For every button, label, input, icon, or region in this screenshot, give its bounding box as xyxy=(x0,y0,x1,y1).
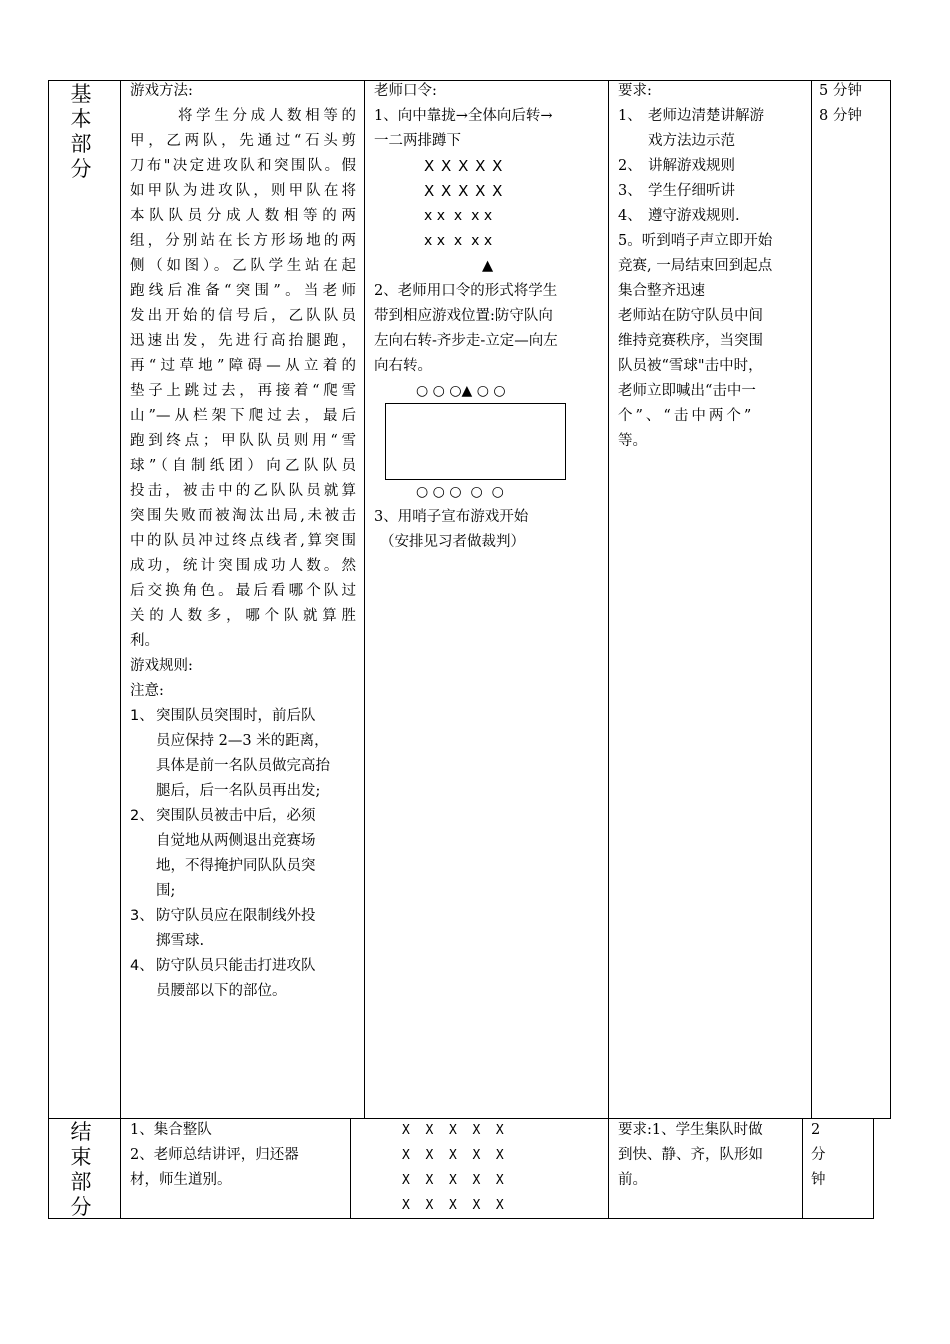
rule-line: 突围队员突围时，前后队 xyxy=(156,708,316,724)
method-line: 山”—从栏架下爬过去，最后 xyxy=(130,408,356,424)
field-rectangle xyxy=(385,403,566,480)
ending-formation-row: X X X X X xyxy=(402,1198,504,1213)
rule-line: 具体是前一名队员做完高抬 xyxy=(156,758,330,774)
method-line: 利。 xyxy=(130,633,159,649)
command-1-line: 一二两排蹲下 xyxy=(374,133,461,149)
field-top-row: ○ ○ ○▲ ○ ○ xyxy=(416,383,506,399)
ending-col-divider-2 xyxy=(350,1118,351,1219)
section-char: 部 xyxy=(70,1170,92,1194)
formation-row: x x x x x xyxy=(424,233,493,249)
method-line: 如甲队为进攻队，则甲队在将 xyxy=(130,183,356,199)
method-line: 成功，统计突围成功人数。然 xyxy=(130,558,356,574)
rule-line: 自觉地从两侧退出竞赛场 xyxy=(156,833,316,849)
requirement-number: 1、 xyxy=(618,108,642,124)
section-char: 部 xyxy=(70,132,92,156)
method-line: 跑线后准备“突围”。当老师 xyxy=(130,283,356,299)
ending-requirement-line: 要求:1、学生集队时做 xyxy=(618,1122,763,1138)
table-right-border xyxy=(890,80,891,1118)
ending-content-line: 1、集合整队 xyxy=(130,1122,212,1138)
command-2-line: 左向右转-齐步走-立定—向左 xyxy=(374,333,558,349)
ending-requirement-line: 到快、静、齐，队形如 xyxy=(618,1147,763,1163)
ending-time: 钟 xyxy=(811,1172,826,1188)
method-line: 投击，被击中的乙队队员就算 xyxy=(130,483,356,499)
rule-line: 掷雪球. xyxy=(156,933,205,949)
requirement-line: 老师边清楚讲解游 xyxy=(648,108,764,124)
requirement-line: 讲解游戏规则 xyxy=(648,158,735,174)
method-line: 垫子上跳过去，再接着“爬雪 xyxy=(130,383,356,399)
col-divider-4 xyxy=(811,80,812,1118)
rule-line: 员应保持 2—3 米的距离， xyxy=(156,733,329,749)
section-char: 分 xyxy=(70,157,92,181)
rule-number: 1、 xyxy=(130,708,154,724)
teacher-duty-line: 队员被“雪球"击中时， xyxy=(618,358,763,374)
method-line: 发出开始的信号后，乙队队员 xyxy=(130,308,356,324)
teacher-duty-line: 等。 xyxy=(618,433,647,449)
time-value: 5 分钟 xyxy=(819,83,862,99)
method-line: 跑到终点；甲队队员则用“雪 xyxy=(130,433,356,449)
requirement-line: 遵守游戏规则. xyxy=(648,208,740,224)
col-divider-2 xyxy=(364,80,365,1118)
section-char: 本 xyxy=(70,107,92,131)
requirement-line: 戏方法边示范 xyxy=(648,133,735,149)
section-char: 分 xyxy=(70,1195,92,1219)
rule-line: 突围队员被击中后，必须 xyxy=(156,808,316,824)
requirements-title: 要求: xyxy=(618,83,652,99)
formation-row: X X X X X xyxy=(424,182,504,200)
method-line: 突围失败而被淘汰出局,未被击 xyxy=(130,508,356,524)
requirement-number: 2、 xyxy=(618,158,642,174)
rule-line: 腿后，后一名队员再出发; xyxy=(156,783,321,799)
teacher-duty-line: 维持竞赛秩序，当突围 xyxy=(618,333,763,349)
note-title: 注意: xyxy=(130,683,164,699)
col-divider-3 xyxy=(608,80,609,1219)
method-line: 侧（如图）。乙队学生站在起 xyxy=(130,258,356,274)
method-line: 中的队员冲过终点线者,算突围 xyxy=(130,533,356,549)
section-char: 结 xyxy=(70,1120,92,1144)
command-2-line: 向右转。 xyxy=(374,358,432,374)
table-left-border xyxy=(48,80,49,1219)
rules-title: 游戏规则: xyxy=(130,658,193,674)
section-label-ending xyxy=(66,1120,96,1220)
ending-time: 2 xyxy=(811,1122,821,1138)
method-line: 组，分别站在长方形场地的两 xyxy=(130,233,356,249)
teacher-triangle-icon: ▲ xyxy=(482,258,494,274)
rule-line: 防守队员应在限制线外投 xyxy=(156,908,316,924)
ending-content-line: 材，师生道别。 xyxy=(130,1172,232,1188)
rule-line: 围; xyxy=(156,883,176,899)
table-bottom-border xyxy=(48,1218,874,1219)
rule-line: 地，不得掩护同队队员突 xyxy=(156,858,316,874)
rule-number: 2、 xyxy=(130,808,154,824)
method-line: 本队队员分成人数相等的两 xyxy=(130,208,356,224)
method-line: 迅速出发，先进行高抬腿跑， xyxy=(130,333,356,349)
requirement-5-line: 集合整齐迅速 xyxy=(618,283,705,299)
rule-number: 4、 xyxy=(130,958,154,974)
ending-content-line: 2、老师总结讲评，归还器 xyxy=(130,1147,299,1163)
formation-row: x x x x x xyxy=(424,208,493,224)
method-title: 游戏方法: xyxy=(130,83,193,99)
command-2-line: 带到相应游戏位置:防守队向 xyxy=(374,308,553,324)
command-3-note: （安排见习者做裁判） xyxy=(380,534,525,550)
time-value: 8 分钟 xyxy=(819,108,862,124)
method-line: 球”（自制纸团）向乙队队员 xyxy=(130,458,356,474)
method-line: 将学生分成人数相等的 xyxy=(178,108,356,124)
ending-time: 分 xyxy=(811,1147,826,1163)
col-divider-1 xyxy=(120,80,121,1219)
command-1-line: 1、向中靠拢→全体向后转→ xyxy=(374,108,553,124)
method-line: 甲，乙两队，先通过“石头剪 xyxy=(130,133,356,149)
requirement-number: 4、 xyxy=(618,208,642,224)
ending-col-divider-4 xyxy=(802,1118,803,1219)
command-title: 老师口令: xyxy=(374,83,437,99)
teacher-duty-line: 老师站在防守队员中间 xyxy=(618,308,763,324)
ending-right-border xyxy=(873,1118,874,1219)
formation-row: X X X X X xyxy=(424,157,504,175)
method-line: 关的人数多，哪个队就算胜 xyxy=(130,608,356,624)
section-label-basic xyxy=(66,82,96,182)
ending-requirement-line: 前。 xyxy=(618,1172,647,1188)
teacher-duty-line: 老师立即喊出“击中一 xyxy=(618,383,756,399)
rule-number: 3、 xyxy=(130,908,154,924)
method-line: 后交换角色。最后看哪个队过 xyxy=(130,583,356,599)
method-line: 再“过草地”障碍—从立着的 xyxy=(130,358,356,374)
rule-line: 员腰部以下的部位。 xyxy=(156,983,287,999)
ending-formation-row: X X X X X xyxy=(402,1148,504,1163)
requirement-5-line: 竞赛, 一局结束回到起点 xyxy=(618,258,773,274)
requirement-line: 学生仔细听讲 xyxy=(648,183,735,199)
ending-formation-row: X X X X X xyxy=(402,1123,504,1138)
command-2-line: 2、老师用口令的形式将学生 xyxy=(374,283,558,299)
method-line: 刀布"决定进攻队和突围队。假 xyxy=(130,158,356,174)
ending-formation-row: X X X X X xyxy=(402,1173,504,1188)
section-char: 基 xyxy=(70,82,92,106)
requirement-5-line: 5。听到哨子声立即开始 xyxy=(618,233,773,249)
command-3: 3、用哨子宣布游戏开始 xyxy=(374,509,529,525)
requirement-number: 3、 xyxy=(618,183,642,199)
teacher-duty-line: 个”、“击中两个” xyxy=(618,408,755,424)
section-char: 束 xyxy=(70,1145,92,1169)
field-bottom-row: ○ ○ ○ ○ ○ xyxy=(416,484,504,500)
rule-line: 防守队员只能击打进攻队 xyxy=(156,958,316,974)
